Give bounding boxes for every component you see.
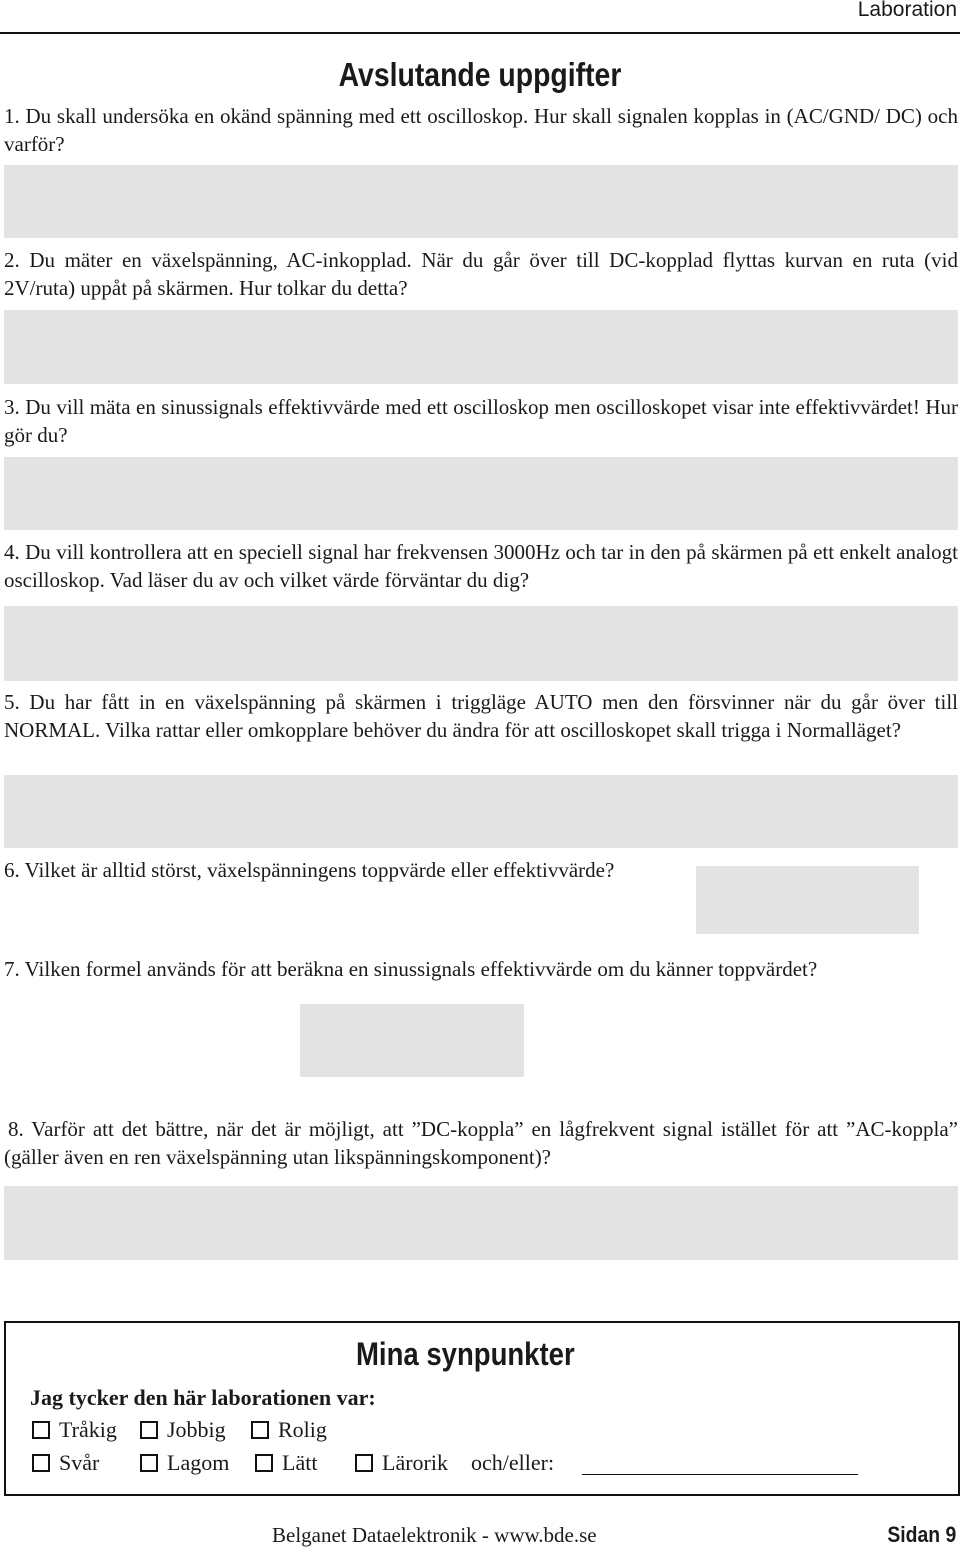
question-7: 7. Vilken formel används för att beräkna en sinussignals effektivvärde om du känner toppvärdet?	[4, 957, 818, 981]
question-1: 1. Du skall undersöka en okänd spänning med ett oscilloskop. Hur skall signalen kopplas in (AC/GND/ DC) och varför?	[4, 104, 958, 156]
question-6: 6. Vilket är alltid störst, växelspänningens toppvärde eller effektivvärde?	[4, 858, 615, 882]
answer-box-6[interactable]	[696, 866, 919, 934]
answer-box-3[interactable]	[4, 457, 958, 530]
option-jobbig[interactable]	[140, 1417, 226, 1443]
option-label: Jobbig	[167, 1417, 226, 1442]
option-label: Tråkig	[59, 1417, 117, 1442]
checkbox-icon[interactable]	[32, 1454, 50, 1472]
header-label: Laboration	[857, 0, 957, 21]
page-title: Avslutande uppgifter	[338, 56, 622, 93]
checkbox-icon[interactable]	[140, 1421, 158, 1439]
question-4: 4. Du vill kontrollera att en speciell signal har frekvensen 3000Hz och tar in den på skärmen på ett enkelt analogt oscilloskop. Vad läser du av och vilket värde förväntar du dig?	[4, 540, 958, 592]
feedback-title: Mina synpunkter	[356, 1336, 575, 1372]
answer-box-7[interactable]	[300, 1004, 524, 1077]
option-lararik[interactable]	[355, 1450, 448, 1476]
answer-box-1[interactable]	[4, 165, 958, 238]
answer-box-4[interactable]	[4, 606, 958, 681]
question-5: 5. Du har fått in en växelspänning på skärmen i triggläge AUTO men den försvinner när du går över till NORMAL. Vilka rattar eller omkopplare behöver du ändra för att oscilloskopet skall trigga i Normalläget?	[4, 690, 958, 742]
answer-box-5[interactable]	[4, 775, 958, 848]
option-label: Lagom	[167, 1450, 230, 1475]
header-rule	[0, 32, 960, 34]
footer-publisher: Belganet Dataelektronik - www.bde.se	[272, 1523, 597, 1547]
answer-box-2[interactable]	[4, 310, 958, 384]
feedback-prompt: Jag tycker den här laborationen var:	[30, 1385, 376, 1410]
checkbox-icon[interactable]	[355, 1454, 373, 1472]
checkbox-icon[interactable]	[251, 1421, 269, 1439]
option-trakig[interactable]	[32, 1417, 117, 1443]
option-label: Lätt	[282, 1450, 318, 1475]
comment-line-field[interactable]	[582, 1474, 858, 1475]
answer-box-8[interactable]	[4, 1186, 958, 1260]
page-number: Sidan 9	[887, 1522, 956, 1547]
checkbox-icon[interactable]	[140, 1454, 158, 1472]
question-3: 3. Du vill mäta en sinussignals effektivvärde med ett oscilloskop men oscilloskopet visar inte effektivvärdet! Hur gör du?	[4, 395, 958, 447]
option-lagom[interactable]	[140, 1450, 229, 1476]
option-rolig[interactable]	[251, 1417, 327, 1443]
question-8: 8. Varför att det bättre, när det är möjligt, att ”DC-koppla” en lågfrekvent signal istället för att ”AC-koppla” (gäller även en ren växelspänning utan likspänningskomponent)?	[4, 1117, 958, 1169]
option-label: Rolig	[278, 1417, 327, 1442]
checkbox-icon[interactable]	[32, 1421, 50, 1439]
option-label: Lärorik	[382, 1450, 448, 1475]
option-svar[interactable]	[32, 1450, 99, 1476]
question-2: 2. Du mäter en växelspänning, AC-inkopplad. När du går över till DC-kopplad flyttas kurvan en ruta (vid 2V/ruta) uppåt på skärmen. Hur tolkar du detta?	[4, 248, 958, 300]
checkbox-icon[interactable]	[255, 1454, 273, 1472]
option-latt[interactable]	[255, 1450, 317, 1476]
extra-label: och/eller:	[471, 1450, 555, 1475]
option-label: Svår	[59, 1450, 100, 1475]
